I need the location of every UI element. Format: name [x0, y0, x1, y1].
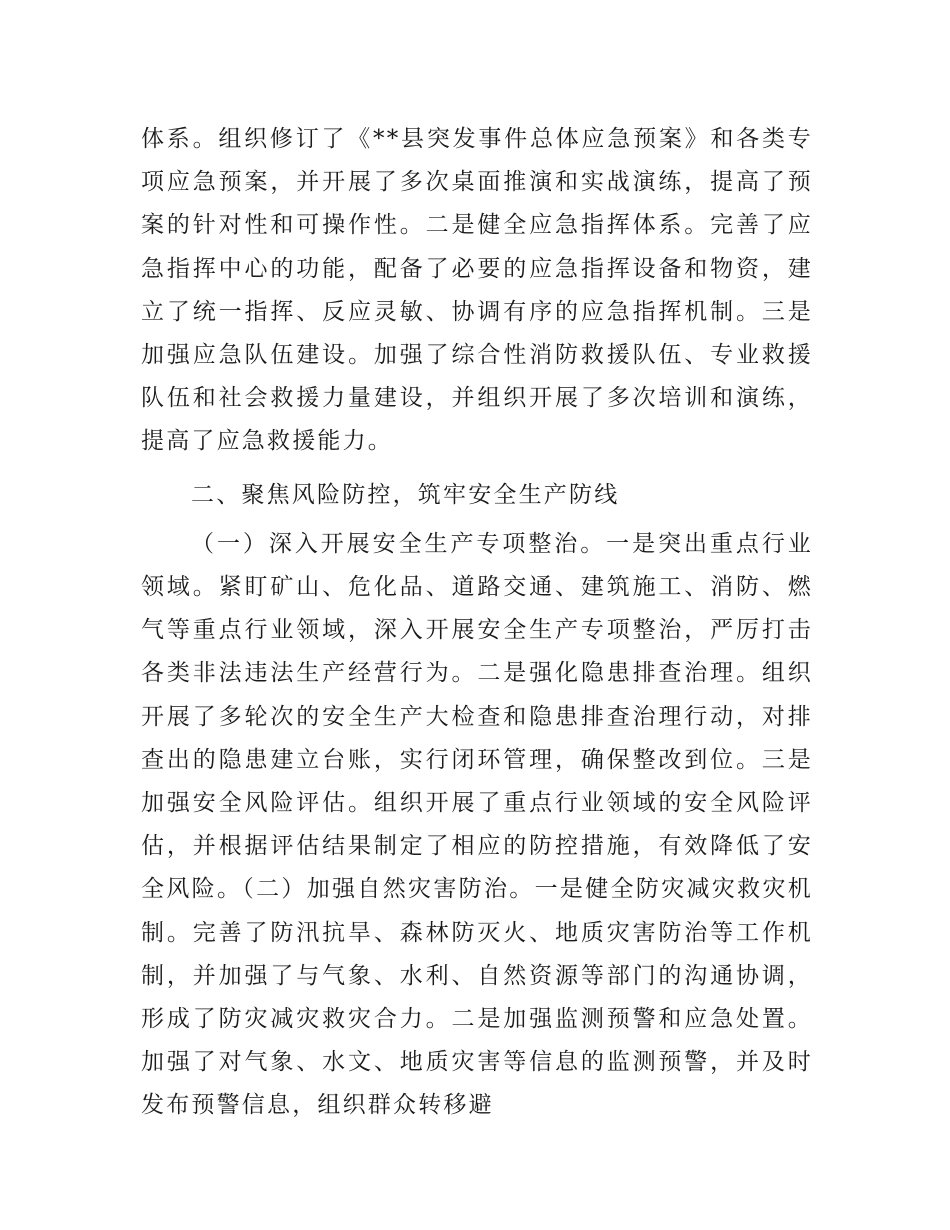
document-body [141, 118, 813, 1128]
paragraph-emergency-system: 体系。组织修订了《**县突发事件总体应急预案》和各类专项应急预案，并开展了多次桌面推演和实战演练，提高了预案的针对性和可操作性。二是健全应急指挥体系。完善了应急指挥中心的功能，配备了必要的应急指挥设备和物资，建立了统一指挥、反应灵敏、协调有序的应急指挥机制。三是加强应急队伍建设。加强了综合性消防救援队伍、专业救援队伍和社会救援力量建设，并组织开展了多次培训和演练，提高了应急救援能力。 [141, 126, 813, 455]
paragraph-safety-production: （一）深入开展安全生产专项整治。一是突出重点行业领域。紧盯矿山、危化品、道路交通、建筑施工、消防、燃气等重点行业领域，深入开展安全生产专项整治，严厉打击各类非法违法生产经营行为。二是强化隐患排查治理。组织开展了多轮次的安全生产大检查和隐患排查治理行动，对排查出的隐患建立台账，实行闭环管理，确保整改到位。三是加强安全风险评估。组织开展了重点行业领域的安全风险评估，并根据评估结果制定了相应的防控措施，有效降低了安全风险。（二）加强自然灾害防治。一是健全防灾减灾救灾机制。完善了防汛抗旱、森林防灭火、地质灾害防治等工作机制，并加强了与气象、水利、自然资源等部门的沟通协调，形成了防灾减灾救灾合力。二是加强监测预警和应急处置。加强了对气象、水文、地质灾害等信息的监测预警，并及时发布预警信息，组织群众转移避 [141, 530, 813, 1119]
section-heading: 二、聚焦风险防控，筑牢安全生产防线 [191, 481, 620, 508]
